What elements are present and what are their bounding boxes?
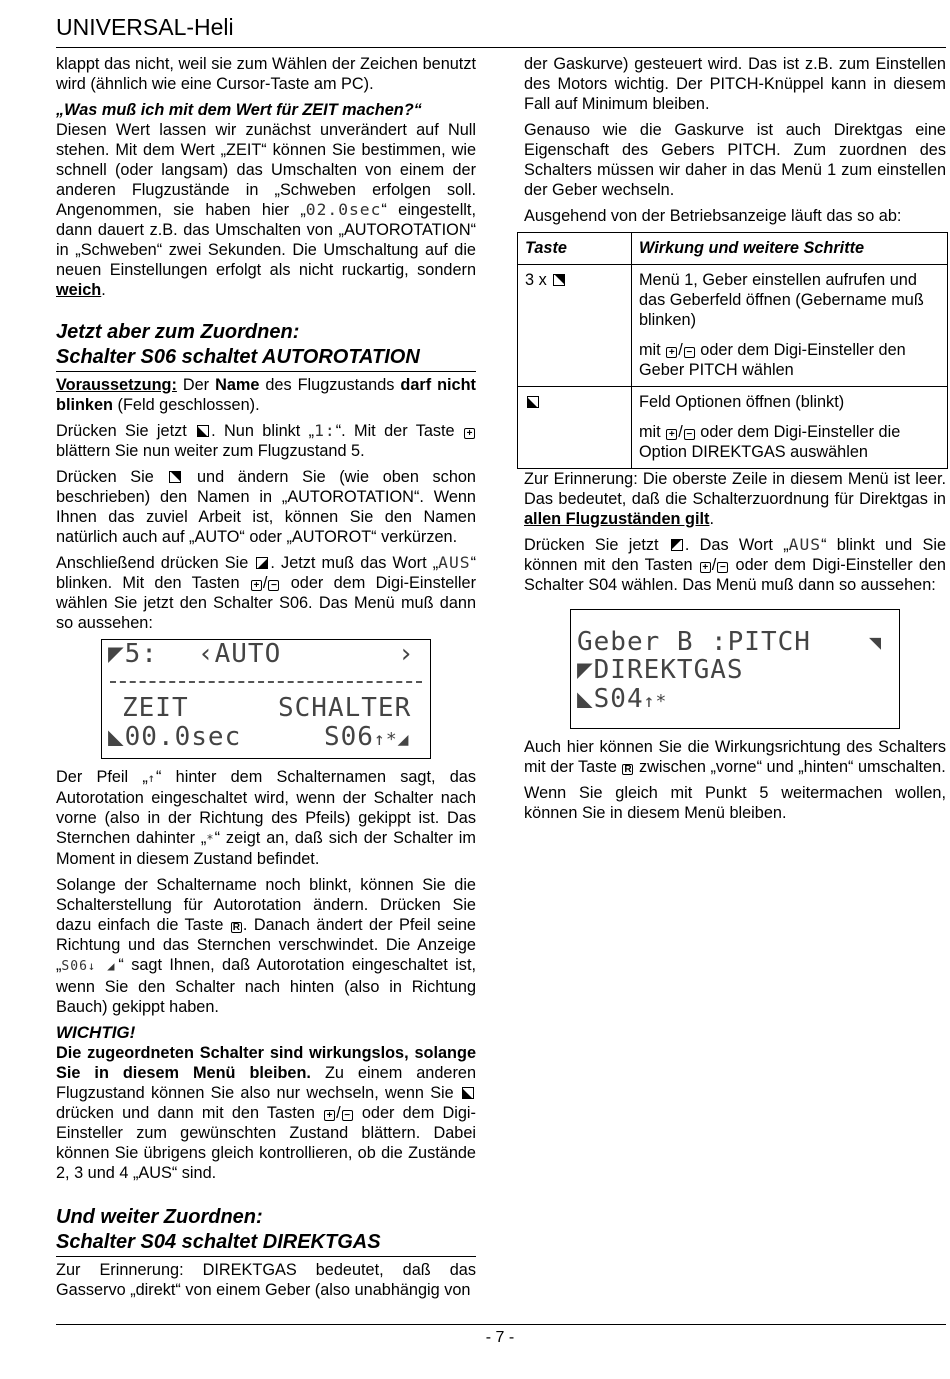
lcd-text: S06 xyxy=(324,722,374,752)
table-header-cell: Taste xyxy=(518,233,632,265)
paragraph: Anschließend drücken Sie . Jetzt muß das Wort „AUS“ blinken. Mit den Tasten + / − oder dem Digi-Einsteller wählen Sie jetzt den Schalter S06. Das Menü muß dann so aussehen: xyxy=(56,553,476,632)
lcd-line-1 xyxy=(108,639,415,669)
lcd-text: S04 xyxy=(593,684,644,714)
text: Der xyxy=(176,376,216,394)
lcd-line-3 xyxy=(577,684,668,714)
text: “. Mit der Taste xyxy=(335,422,463,440)
text: oder dem Digi-Einsteller zum gewünschten Zustand blättern. Dabei können Sie übrigens gleich kontrollieren, ob die Zustände 2, 3 und 4 „AUS“ sind. xyxy=(56,1104,476,1182)
lcd-text: DIREKTGAS xyxy=(593,655,744,685)
cell-text: Menü 1, Geber einstellen aufrufen und das Geberfeld öffnen (Gebername muß blinken) xyxy=(639,271,924,329)
text: mit xyxy=(639,423,666,441)
steps-table xyxy=(517,232,948,469)
paragraph xyxy=(524,737,946,777)
corner-marker-icon: ◣ xyxy=(577,684,594,714)
text: . Jetzt muß das Wort „ xyxy=(270,554,439,572)
section-heading xyxy=(56,320,476,372)
text: Solange der Schaltername noch blinkt, können Sie die Schalterstellung für Autorotation ändern. Drücken Sie dazu einfach die Taste xyxy=(56,876,476,934)
section-heading-line2: Schalter S06 schaltet AUTOROTATION xyxy=(56,346,420,368)
table-cell-key xyxy=(518,387,632,469)
lcd-inline-value: 1: xyxy=(314,421,336,440)
emphasis-text: weich xyxy=(56,281,102,299)
text: oder dem Digi-Einsteller die Option DIREKTGAS auswählen xyxy=(639,423,901,461)
text: “ eingestellt, dann dauert z.B. das Umschalten von „AUTOROTATION“ in „Schweben“ zwei Sekunden. Die Umschaltung auf die neuen Einstellungen erfolgt als nicht ruckartig, sondern xyxy=(56,201,476,279)
footer-divider xyxy=(56,1324,946,1325)
text: oder dem Digi-Einsteller den Schalter S04 wählen. Das Menü muß dann so aussehen: xyxy=(524,556,946,594)
plus-key-icon: + xyxy=(700,562,711,573)
paragraph: Genauso wie die Gaskurve ist auch Direktgas eine Eigenschaft des Gebers PITCH. Zum zuordnen des Schalters müssen wir daher in das Menü 1 zum einstellen der Geber wechseln. xyxy=(524,121,946,199)
text: “ blinken. Mit den Tasten xyxy=(56,554,476,592)
lcd-text: 5: xyxy=(124,639,158,669)
text: darf nicht blinken xyxy=(56,376,476,414)
warning-heading: WICHTIG! xyxy=(56,1023,136,1042)
paragraph xyxy=(56,467,476,547)
cell-text: mit + / − oder dem Digi-Einsteller die Option DIREKTGAS auswählen xyxy=(639,423,901,461)
key-top-right-icon xyxy=(553,274,565,286)
key-bottom-left-icon xyxy=(462,1087,474,1099)
paragraph: Zur Erinnerung: DIREKTGAS bedeutet, daß das Gasservo „direkt“ von einem Geber (also unabhängig von xyxy=(56,1261,476,1299)
text: . Das Wort „ xyxy=(684,536,789,554)
lcd-inline-value: S06 xyxy=(61,959,88,974)
text: oder dem Digi-Einsteller den Geber PITCH wählen xyxy=(639,341,906,379)
requirement-label: Voraussetzung: xyxy=(56,376,177,394)
table-row xyxy=(518,387,948,469)
corner-marker-icon: ◢ xyxy=(397,729,410,750)
header-divider xyxy=(56,47,946,48)
minus-key-icon: − xyxy=(342,1110,353,1121)
lcd-right-arrow: › xyxy=(398,639,415,669)
corner-marker-icon: ◤ xyxy=(577,655,594,685)
lcd-left-arrow-icon: ‹ xyxy=(197,639,215,669)
text: . xyxy=(709,510,714,528)
plus-key-icon: + xyxy=(324,1110,335,1121)
text: drücken und dann mit den Tasten xyxy=(56,1104,324,1122)
lcd-text: ZEIT xyxy=(122,693,189,723)
cell-text: mit + / − oder dem Digi-Einsteller den Geber PITCH wählen xyxy=(639,341,906,379)
table-row xyxy=(518,265,948,387)
key-bottom-left-icon xyxy=(527,396,539,408)
page-header-title: UNIVERSAL-Heli xyxy=(56,14,234,40)
table-cell-action xyxy=(632,265,948,387)
lcd-line-3 xyxy=(108,722,242,752)
lcd-text: 00.0sec xyxy=(124,722,242,752)
plus-key-icon: + xyxy=(666,429,677,440)
lcd-text: Geber B xyxy=(577,627,694,657)
paragraph: der Gaskurve) gesteuert wird. Das ist z.B. zum Einstellen des Motors wichtig. Der PITCH-Knüppel kann in diesem Fall auf Minimum bleiben. xyxy=(524,55,946,113)
minus-key-icon: − xyxy=(268,580,279,591)
paragraph xyxy=(524,469,946,529)
minus-key-icon: − xyxy=(684,347,695,358)
text: . Nun blinkt „ xyxy=(211,422,315,440)
table-header-row xyxy=(518,233,948,265)
text: blättern Sie nun weiter zum Flugzustand 5. xyxy=(56,442,365,460)
text: zwischen „vorne“ und „hinten“ umschalten. xyxy=(634,758,946,776)
key-top-right-icon xyxy=(169,471,181,483)
paragraph: Wenn Sie gleich mit Punkt 5 weitermachen wollen, können Sie in diesem Menü bleiben. xyxy=(524,784,946,822)
paragraph xyxy=(56,767,476,869)
text: Anschließend drücken Sie xyxy=(56,554,255,572)
minus-key-icon: − xyxy=(684,429,695,440)
lcd-inline-value: AUS xyxy=(438,553,471,572)
lcd-display-autorotation xyxy=(101,639,431,759)
question-block xyxy=(56,100,476,300)
lcd-display-direktgas xyxy=(570,609,900,729)
lcd-inline-value: 02.0sec xyxy=(305,200,382,219)
asterisk-icon: * xyxy=(655,691,668,712)
corner-marker-icon: ◤ xyxy=(108,639,125,669)
down-arrow-icon: ↓ ◢ xyxy=(87,959,119,973)
section-heading-line1: Und weiter Zuordnen: xyxy=(56,1206,263,1228)
paragraph: klappt das nicht, weil sie zum Wählen der Zeichen benutzt wird (ähnlich wie eine Cursor-Taste am PC). xyxy=(56,55,476,93)
text: Drücken Sie jetzt xyxy=(56,422,196,440)
asterisk-icon: * xyxy=(206,832,215,846)
lcd-line-2 xyxy=(577,655,744,685)
asterisk-icon: * xyxy=(385,729,398,750)
section-heading-line2: Schalter S04 schaltet DIREKTGAS xyxy=(56,1231,381,1253)
page-number: - 7 - xyxy=(485,1329,515,1346)
key-bottom-left-icon xyxy=(197,425,209,437)
text: des Flugzustands xyxy=(259,376,401,394)
warning-block xyxy=(56,1023,476,1043)
text: Diesen Wert lassen wir zunächst unverändert auf Null stehen. Mit dem Wert „ZEIT“ können Sie bestimmen, wie schnell (oder langsam) das Umschalten von einem der anderen Flugzustände in „Schweben erfolgen soll. Angenommen, sie haben hier „ xyxy=(56,121,476,219)
text: Zur Erinnerung: Die oberste Zeile in diesem Menü ist leer. Das bedeutet, daß die Schalterzuordnung für Direktgas in xyxy=(524,470,946,508)
text: Auch hier können Sie die Wirkungsrichtung des Schalters mit der Taste xyxy=(524,738,946,776)
paragraph: Drücken Sie jetzt . Das Wort „AUS“ blinkt und Sie können mit den Tasten + / − oder dem Digi-Einsteller den Schalter S04 wählen. Das Menü muß dann so aussehen: xyxy=(524,535,947,594)
paragraph xyxy=(56,421,476,461)
text: Drücken Sie xyxy=(56,468,168,486)
up-arrow-icon: ↑ xyxy=(373,729,386,750)
lcd-dashed-separator xyxy=(110,681,422,683)
up-arrow-icon: ↑ xyxy=(643,691,656,712)
text: Zu einem anderen Flugzustand können Sie also nur wechseln, wenn Sie xyxy=(56,1064,477,1102)
plus-key-icon: + xyxy=(666,347,677,358)
corner-marker-icon: ◥ xyxy=(869,630,883,654)
plus-key-icon: + xyxy=(464,428,475,439)
key-bottom-right-icon xyxy=(256,557,268,569)
section-heading xyxy=(56,1205,476,1257)
left-column xyxy=(56,54,476,1306)
text: mit xyxy=(639,341,666,359)
right-column xyxy=(524,54,946,829)
text: Drücken Sie jetzt xyxy=(524,536,669,554)
text: allen Flugzuständen gilt xyxy=(524,510,710,528)
text: Die zugeordneten Schalter sind wirkungslos, solange Sie in diesem Menü bleiben. xyxy=(56,1044,476,1082)
question-heading: „Was muß ich mit dem Wert für ZEIT machen?“ xyxy=(56,101,422,119)
paragraph: Die zugeordneten Schalter sind wirkungslos, solange Sie in diesem Menü bleiben. Zu einem anderen Flugzustand können Sie also nur wechseln, wenn Sie drücken und dann mit den Tasten + / − oder dem Digi-Einsteller zum gewünschten Zustand blättern. Dabei können Sie übrigens gleich kontrollieren, ob die Zustände 2, 3 und 4 „AUS“ sind. xyxy=(56,1044,477,1182)
plus-key-icon: + xyxy=(251,580,262,591)
paragraph xyxy=(56,875,476,1017)
r-key-icon: R xyxy=(232,922,240,933)
paragraph: Ausgehend von der Betriebsanzeige läuft das so ab: xyxy=(524,207,902,225)
text: “ hinter dem Schalternamen sagt, das Autorotation eingeschaltet wird, wenn der Schalter nach vorne (also in der Richtung des Pfeils) gekippt ist. Das Sternchen dahinter „ xyxy=(56,768,476,847)
table-cell-key xyxy=(518,265,632,387)
text: “ sagt Ihnen, daß Autorotation eingeschaltet ist, wenn Sie den Schalter nach hinten (also in Richtung Bauch) gekippt haben. xyxy=(56,956,476,1016)
requirement-paragraph xyxy=(56,375,476,415)
lcd-text: :PITCH xyxy=(711,627,811,657)
section-heading-line1: Jetzt aber zum Zuordnen: xyxy=(56,321,300,343)
text: Der Pfeil „ xyxy=(56,768,148,786)
r-key-icon: R xyxy=(624,764,632,775)
lcd-switch xyxy=(324,722,410,752)
lcd-text: AUTO xyxy=(214,639,282,669)
text: (Feld geschlossen). xyxy=(113,396,260,414)
text: “ zeigt an, daß sich der Schalter im Moment in diesem Zustand befindet. xyxy=(56,829,476,868)
minus-key-icon: − xyxy=(717,562,728,573)
text: “ blinkt und Sie können mit den Tasten xyxy=(524,536,947,574)
up-arrow-icon: ↑ xyxy=(147,771,157,785)
text: oder dem Digi-Einsteller wählen Sie jetzt den Schalter S06. Das Menü muß dann so aussehen: xyxy=(56,574,476,632)
text: . xyxy=(101,281,106,299)
text: . Danach ändert der Pfeil seine Richtung und das Sternchen verschwindet. Die Anzeige „ xyxy=(56,916,476,974)
text: und ändern Sie (wie oben schon beschrieben) den Namen in „AUTOROTATION“. Wenn Ihnen das zuviel Arbeit ist, können Sie den Namen natürlich auch auf „AUTO“ oder „AUTOROT“ verkürzen. xyxy=(56,468,476,546)
corner-marker-icon: ◣ xyxy=(108,722,125,752)
lcd-text: SCHALTER xyxy=(278,693,412,723)
text: Name xyxy=(215,376,260,394)
cell-text: Feld Optionen öffnen (blinkt) xyxy=(639,393,845,411)
table-header-cell: Wirkung und weitere Schritte xyxy=(632,233,948,265)
key-top-left-icon xyxy=(671,539,683,551)
text: 3 x xyxy=(525,271,547,289)
table-cell-action xyxy=(632,387,948,469)
lcd-inline-value: AUS xyxy=(788,535,822,554)
